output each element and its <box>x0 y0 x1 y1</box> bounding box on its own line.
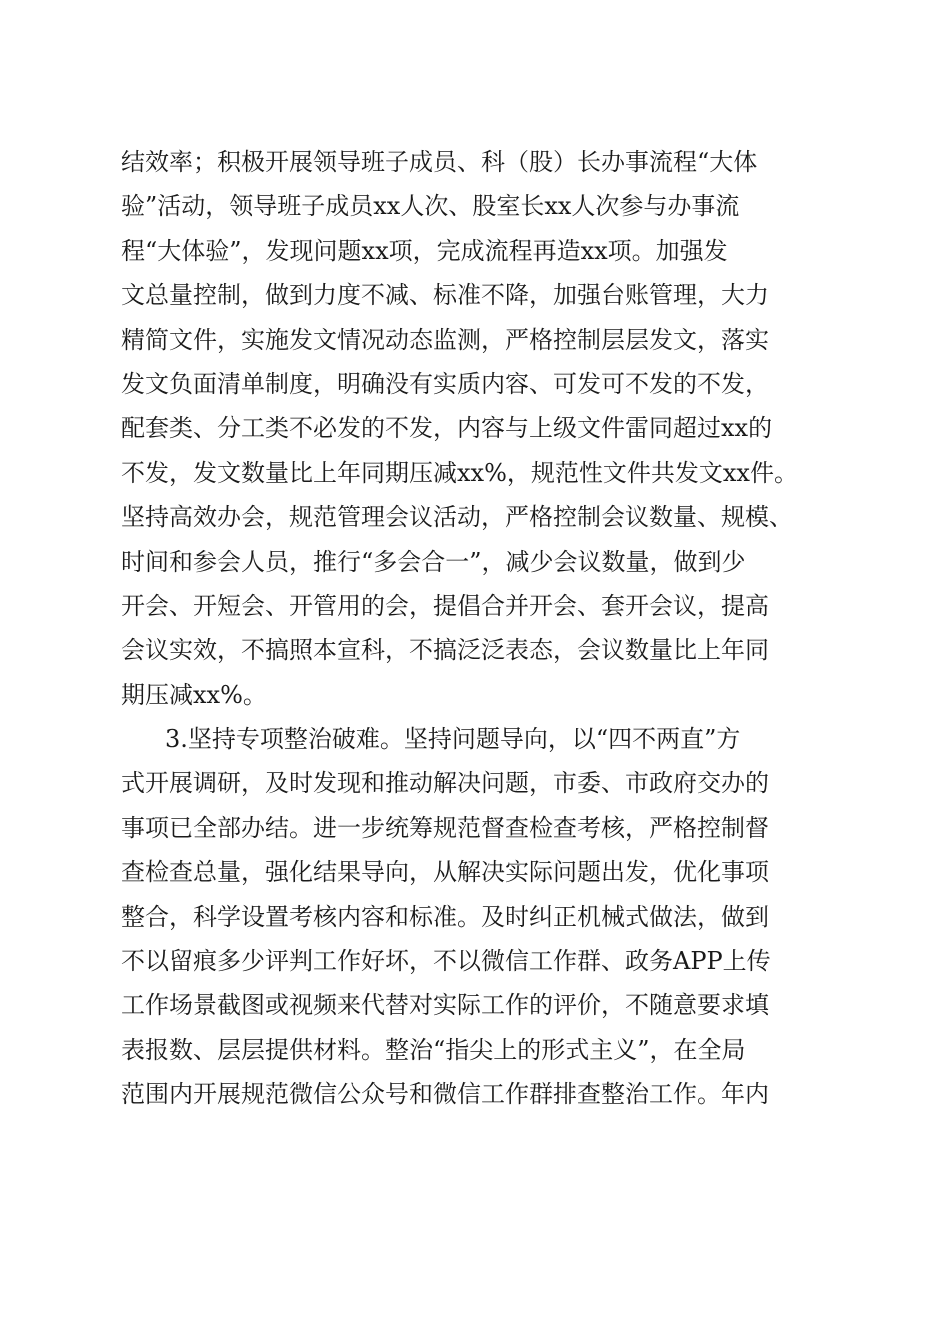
text-line: 程“大体验”，发现问题xx项，完成流程再造xx项。加强发 <box>121 236 728 265</box>
text-line: 发文负面清单制度，明确没有实质内容、可发可不发的不发， <box>121 369 769 398</box>
text-line: 不发，发文数量比上年同期压减xx%，规范性文件共发文xx件。 <box>121 458 798 487</box>
text-line: 范围内开展规范微信公众号和微信工作群排查整治工作。年内 <box>121 1080 769 1109</box>
section-heading-line: 3.坚持专项整治破难。坚持问题导向，以“四不两直”方 <box>165 725 741 754</box>
text-line: 式开展调研，及时发现和推动解决问题，市委、市政府交办的 <box>121 769 769 798</box>
text-line: 期压减xx%。 <box>121 680 267 709</box>
text-line: 会议实效，不搞照本宣科，不搞泛泛表态，会议数量比上年同 <box>121 636 769 665</box>
text-line: 查检查总量，强化结果导向，从解决实际问题出发，优化事项 <box>121 858 769 887</box>
text-line: 精简文件，实施发文情况动态监测，严格控制层层发文，落实 <box>121 325 769 354</box>
text-line: 表报数、层层提供材料。整治“指尖上的形式主义”，在全局 <box>121 1035 746 1064</box>
text-line: 坚持高效办会，规范管理会议活动，严格控制会议数量、规模、 <box>121 503 793 532</box>
text-line: 事项已全部办结。进一步统筹规范督查检查考核，严格控制督 <box>121 813 769 842</box>
text-line: 结效率；积极开展领导班子成员、科（股）长办事流程“大体 <box>121 148 758 176</box>
text-line: 配套类、分工类不必发的不发，内容与上级文件雷同超过xx的 <box>121 414 773 443</box>
text-line: 验”活动，领导班子成员xx人次、股室长xx人次参与办事流 <box>121 192 740 221</box>
text-line: 工作场景截图或视频来代替对实际工作的评价，不随意要求填 <box>121 991 769 1020</box>
text-line: 文总量控制，做到力度不减、标准不降，加强台账管理，大力 <box>121 281 769 310</box>
text-line: 时间和参会人员，推行“多会合一”，减少会议数量，做到少 <box>121 547 746 576</box>
document-body <box>121 140 841 1117</box>
text-line: 整合，科学设置考核内容和标准。及时纠正机械式做法，做到 <box>121 902 769 931</box>
text-line: 不以留痕多少评判工作好坏，不以微信工作群、政务APP上传 <box>121 947 771 976</box>
text-line: 开会、开短会、开管用的会，提倡合并开会、套开会议，提高 <box>121 591 769 620</box>
